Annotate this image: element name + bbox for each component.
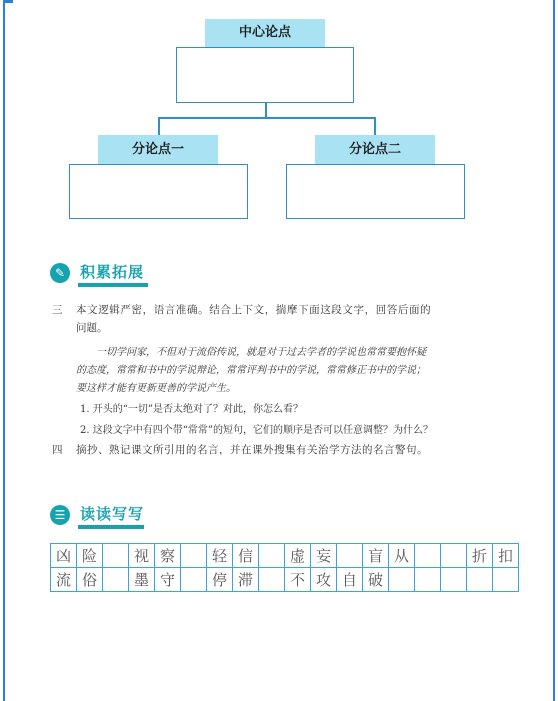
section-title: 读读写写 xyxy=(80,505,145,523)
page-frame-right xyxy=(553,0,555,701)
grid-cell xyxy=(103,568,129,592)
quote-line3: 要这样才能有更新更善的学说产生。 xyxy=(76,383,236,394)
grid-cell: 破 xyxy=(363,568,389,592)
quote-line2: 的态度，常常和书中的学说辩论，常常评判书中的学说，常常修正书中的学说； xyxy=(76,365,426,376)
quote-line1: 一切学问家，不但对于流俗传说，就是对于过去学者的学说也常常要抱怀疑 xyxy=(96,347,426,358)
sub-question-2: 2. 这段文字中有四个带“常常”的短句，它们的顺序是否可以任意调整？为什么？ xyxy=(80,425,433,436)
grid-cell: 从 xyxy=(389,544,415,568)
grid-cell: 自 xyxy=(337,568,363,592)
grid-cell xyxy=(441,544,467,568)
grid-cell xyxy=(493,568,519,592)
grid-cell xyxy=(415,544,441,568)
grid-cell: 妄 xyxy=(311,544,337,568)
sub-point-one-label: 分论点一 xyxy=(98,135,218,164)
lightbulb-icon: ✎ xyxy=(50,263,70,283)
grid-cell xyxy=(467,568,493,592)
grid-cell xyxy=(389,568,415,592)
grid-cell xyxy=(337,544,363,568)
grid-cell xyxy=(441,568,467,592)
grid-cell: 墨 xyxy=(129,568,155,592)
question-4-text: 摘抄、熟记课文所引用的名言，并在课外搜集有关治学方法的名言警句。 xyxy=(76,444,428,456)
question-3-number: 三 xyxy=(52,304,63,316)
grid-cell: 轻 xyxy=(207,544,233,568)
grid-cell: 盲 xyxy=(363,544,389,568)
grid-cell: 视 xyxy=(129,544,155,568)
question-3-line1: 本文逻辑严密，语言准确。结合上下文，揣摩下面这段文字，回答后面的 xyxy=(76,304,432,316)
grid-cell: 虚 xyxy=(285,544,311,568)
word-grid xyxy=(50,543,519,592)
section-heading-read-write xyxy=(50,503,160,533)
grid-cell xyxy=(259,544,285,568)
grid-cell xyxy=(181,544,207,568)
connector-trunk xyxy=(265,102,267,118)
grid-cell xyxy=(259,568,285,592)
grid-cell: 滞 xyxy=(233,568,259,592)
question-4-number: 四 xyxy=(52,444,63,456)
grid-cell xyxy=(181,568,207,592)
grid-cell: 不 xyxy=(285,568,311,592)
page-frame-left xyxy=(3,0,5,701)
grid-cell xyxy=(103,544,129,568)
section-heading-accumulate xyxy=(50,261,160,291)
list-icon: ☰ xyxy=(50,505,70,525)
corner-mark xyxy=(3,0,13,3)
sub-point-two-label: 分论点二 xyxy=(315,135,435,164)
section-underline xyxy=(78,525,144,529)
connector-left xyxy=(158,117,160,135)
grid-cell: 信 xyxy=(233,544,259,568)
connector-right xyxy=(374,117,376,135)
connector-bar xyxy=(158,117,376,119)
center-point-box xyxy=(176,47,354,103)
grid-cell: 停 xyxy=(207,568,233,592)
question-3-line2: 问题。 xyxy=(76,322,108,334)
sub-question-1: 1. 开头的“一切”是否太绝对了？对此，你怎么看？ xyxy=(80,404,303,415)
sub-point-one-box xyxy=(69,164,248,219)
grid-row xyxy=(51,568,519,592)
section-underline xyxy=(78,283,148,287)
grid-cell: 察 xyxy=(155,544,181,568)
sub-point-two-box xyxy=(286,164,465,219)
grid-cell: 凶 xyxy=(51,544,77,568)
grid-cell: 攻 xyxy=(311,568,337,592)
grid-cell: 俗 xyxy=(77,568,103,592)
grid-cell xyxy=(415,568,441,592)
section-title: 积累拓展 xyxy=(80,263,145,281)
grid-cell: 扣 xyxy=(493,544,519,568)
grid-cell: 守 xyxy=(155,568,181,592)
grid-cell: 险 xyxy=(77,544,103,568)
center-point-label: 中心论点 xyxy=(205,19,325,47)
grid-cell: 流 xyxy=(51,568,77,592)
grid-row xyxy=(51,544,519,568)
grid-cell: 折 xyxy=(467,544,493,568)
